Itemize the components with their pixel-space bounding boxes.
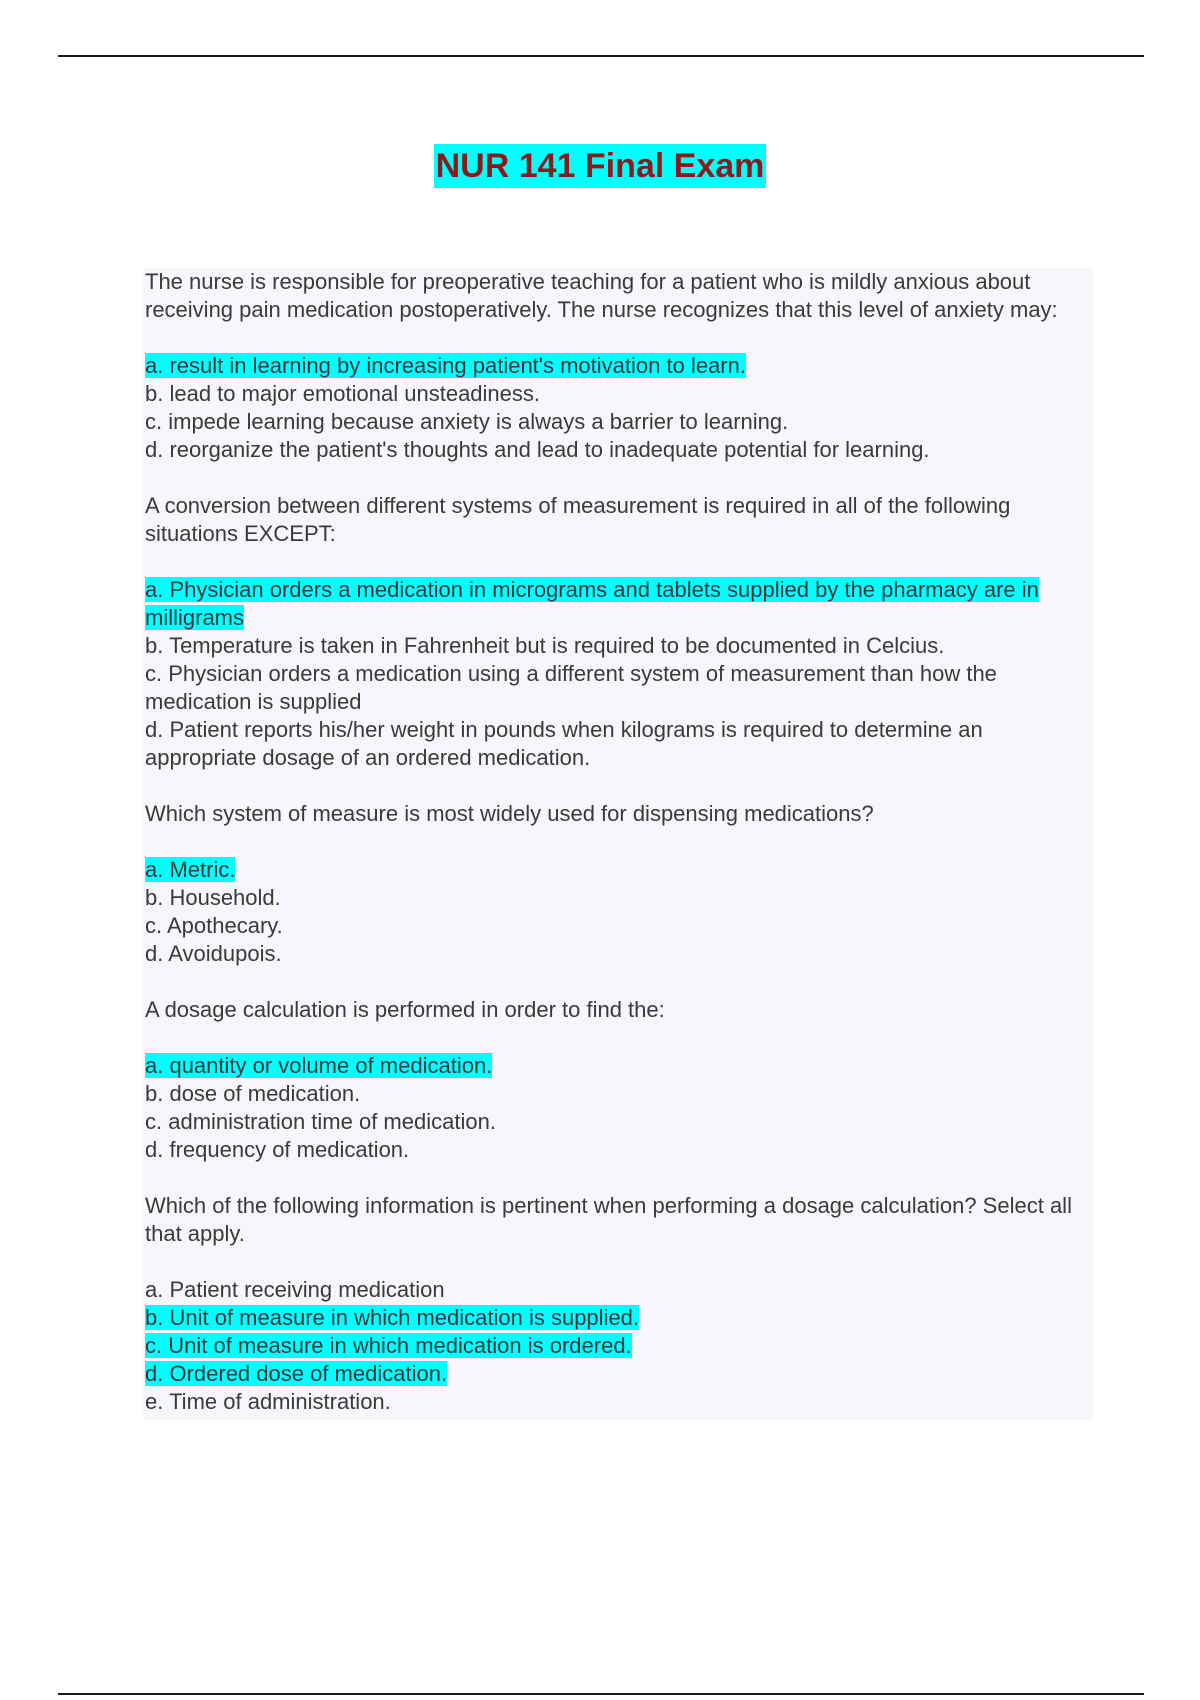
answer-option: b. Household.	[145, 885, 281, 910]
answer-option: d. Avoidupois.	[145, 941, 282, 966]
highlighted-answer: d. Ordered dose of medication.	[145, 1361, 448, 1386]
answer-option: b. dose of medication.	[145, 1081, 361, 1106]
answer-option	[145, 352, 1093, 380]
highlighted-answer: a. result in learning by increasing patient's motivation to learn.	[145, 353, 746, 378]
answer-option: c. Apothecary.	[145, 913, 283, 938]
answer-options	[145, 352, 1093, 464]
answer-option	[145, 1052, 1093, 1080]
answer-option	[145, 1360, 1093, 1388]
highlighted-answer: c. Unit of measure in which medication is ordered.	[145, 1333, 632, 1358]
question-text: A dosage calculation is performed in order to find the:	[145, 997, 665, 1022]
answer-option: e. Time of administration.	[145, 1389, 391, 1414]
exam-content	[143, 268, 1093, 1420]
question-5	[145, 1192, 1093, 1416]
highlighted-answer: a. Metric.	[145, 857, 236, 882]
answer-options	[145, 576, 1093, 772]
bottom-rule	[58, 1693, 1144, 1695]
highlighted-answer: a. Physician orders a medication in micrograms and tablets supplied by the pharmacy are in milligrams	[145, 577, 1039, 630]
title-container	[0, 144, 1200, 188]
answer-option: d. Patient reports his/her weight in pounds when kilograms is required to determine an appropriate dosage of an ordered medication.	[145, 717, 983, 770]
highlighted-answer: a. quantity or volume of medication.	[145, 1053, 493, 1078]
question-text: Which system of measure is most widely used for dispensing medications?	[145, 801, 874, 826]
question-text: Which of the following information is pertinent when performing a dosage calculation? Select all that apply.	[145, 1193, 1072, 1246]
answer-option	[145, 576, 1093, 632]
question-1	[145, 268, 1093, 464]
answer-options	[145, 1276, 1093, 1416]
top-rule	[58, 55, 1144, 57]
answer-options	[145, 856, 1093, 968]
answer-option: d. reorganize the patient's thoughts and lead to inadequate potential for learning.	[145, 437, 930, 462]
question-4	[145, 996, 1093, 1164]
answer-option	[145, 856, 1093, 884]
question-text: The nurse is responsible for preoperative teaching for a patient who is mildly anxious about receiving pain medication postoperatively. The nurse recognizes that this level of anxiety may:	[145, 269, 1058, 322]
answer-option: d. frequency of medication.	[145, 1137, 410, 1162]
highlighted-answer: b. Unit of measure in which medication is supplied.	[145, 1305, 640, 1330]
page-title: NUR 141 Final Exam	[434, 144, 767, 188]
question-text: A conversion between different systems of measurement is required in all of the following situations EXCEPT:	[145, 493, 1011, 546]
answer-options	[145, 1052, 1093, 1164]
question-2	[145, 492, 1093, 772]
answer-option	[145, 1332, 1093, 1360]
question-3	[145, 800, 1093, 968]
answer-option	[145, 1304, 1093, 1332]
answer-option: b. Temperature is taken in Fahrenheit but is required to be documented in Celcius.	[145, 633, 945, 658]
answer-option: b. lead to major emotional unsteadiness.	[145, 381, 541, 406]
answer-option: c. administration time of medication.	[145, 1109, 496, 1134]
answer-option: c. Physician orders a medication using a different system of measurement than how the medication is supplied	[145, 661, 997, 714]
answer-option: c. impede learning because anxiety is always a barrier to learning.	[145, 409, 789, 434]
answer-option: a. Patient receiving medication	[145, 1277, 445, 1302]
